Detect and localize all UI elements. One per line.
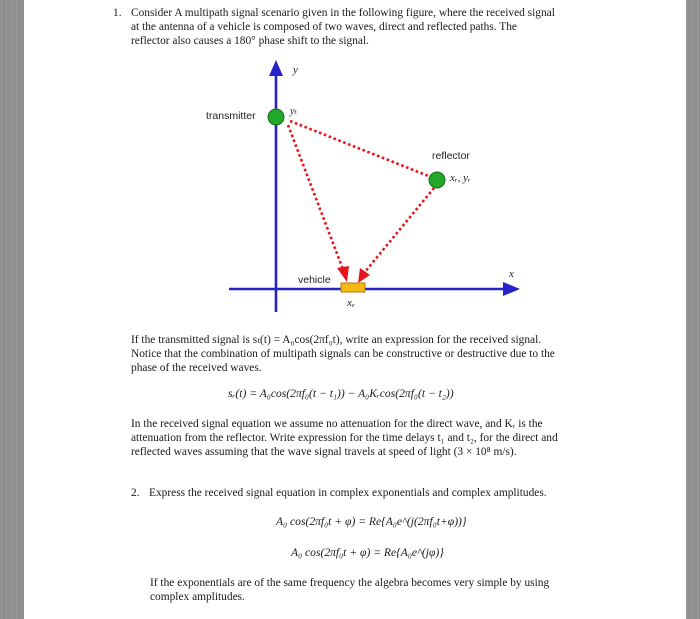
para1-line1: If the transmitted signal is sₜ(t) = A₀cos(2πf₀t), write an expression for the received signal. (131, 334, 542, 346)
problem2-title: Express the received signal equation in complex exponentials and complex amplitudes. (149, 487, 547, 499)
problem1-intro-line1: Consider A multipath signal scenario given in the following figure, where the received signal (131, 7, 555, 19)
x-axis-label: x (509, 268, 514, 280)
transmitter-node (268, 109, 284, 125)
transmitter-label: transmitter (206, 110, 256, 122)
reflected-path-arrowhead (358, 268, 370, 283)
y-axis-arrowhead (269, 60, 283, 76)
para1-line3: phase of the received waves. (131, 362, 262, 374)
problem1-intro-line2: at the antenna of a vehicle is composed of two waves, direct and reflected paths. The (131, 21, 517, 33)
para1-line2: Notice that the combination of multipath signals can be constructive or destructive due to the (131, 348, 555, 360)
vehicle-antenna (341, 283, 365, 292)
reflection-incoming-path (290, 121, 431, 177)
reflector-coord: xᵣ, yᵣ (450, 172, 471, 184)
y-axis-label: y (293, 64, 298, 76)
para2-line2: attenuation from the reflector. Write expression for the time delays t₁ and t₂, for the direct and (131, 432, 558, 444)
vehicle-label: vehicle (298, 274, 331, 286)
para2-line3: reflected waves assuming that the wave signal travels at speed of light (3 × 10⁸ m/s). (131, 446, 517, 458)
problem1-intro-line3: reflector also causes a 180° phase shift to the signal. (131, 35, 369, 47)
transmitter-coord: yₜ (290, 106, 297, 117)
received-signal-equation: sᵣ(t) = A₀cos(2πf₀(t − t₁)) − A₀Kᵣcos(2πf₀(t − t₂)) (228, 387, 454, 400)
para2-line1: In the received signal equation we assume no attenuation for the direct wave, and Kᵣ is the (131, 418, 543, 430)
x-axis-arrowhead (503, 282, 520, 296)
problem2-number: 2. (131, 487, 140, 499)
complex-amplitude-equation: A₀ cos(2πf₀t + φ) = Re{A₀e^(jφ)} (291, 546, 444, 559)
reflector-label: reflector (432, 150, 470, 162)
problem2-para-line2: complex amplitudes. (150, 591, 245, 603)
problem1-number: 1. (113, 7, 122, 19)
direct-path-arrowhead (337, 266, 349, 282)
vehicle-coord: xᵥ (347, 297, 355, 309)
problem2-para-line1: If the exponentials are of the same frequency the algebra becomes very simple by using (150, 577, 550, 589)
reflector-node (429, 172, 445, 188)
direct-path (288, 125, 344, 272)
complex-exponential-equation: A₀ cos(2πf₀t + φ) = Re{A₀e^(j(2πf₀t+φ))} (276, 515, 467, 528)
reflected-path (364, 188, 434, 273)
